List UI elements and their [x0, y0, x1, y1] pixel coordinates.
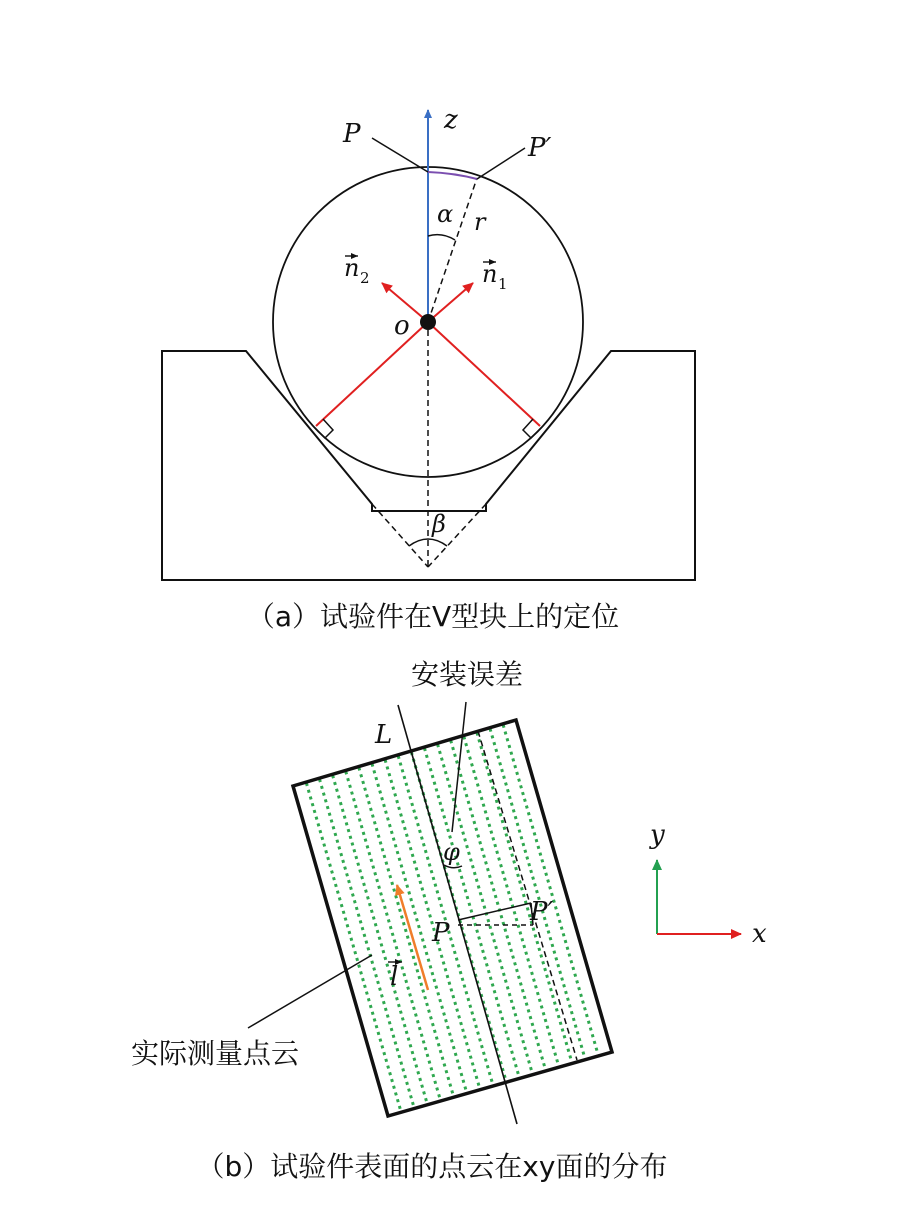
- pprime-leader: [477, 148, 525, 179]
- specimen-rectangle: [293, 720, 612, 1116]
- v-extension-left: [372, 504, 428, 567]
- p-leader: [372, 138, 428, 172]
- point-cloud-scanline: [314, 759, 420, 1127]
- right-angle-right: [523, 419, 542, 438]
- right-angle-left: [314, 419, 333, 438]
- point-cloud-scanline: [471, 712, 577, 1080]
- install-error-leader: [452, 702, 466, 832]
- caption-a: （a）试验件在V型块上的定位: [246, 600, 620, 633]
- label-z: z: [444, 105, 458, 135]
- point-cloud-scanline: [432, 724, 538, 1092]
- label-n2: [344, 254, 370, 287]
- alpha-arc: [428, 235, 455, 240]
- point-cloud-scanline: [419, 728, 525, 1096]
- normal-line-right: [428, 322, 540, 426]
- normal-line-left: [316, 322, 428, 426]
- label-r: r: [474, 208, 486, 236]
- label-point-cloud: 实际测量点云: [130, 1037, 300, 1070]
- label-pprime-a: P′: [528, 133, 552, 163]
- label-n1-sub: 1: [498, 275, 508, 293]
- panel-a: [162, 105, 695, 633]
- label-p-a: P: [343, 119, 361, 149]
- panel-b: [131, 658, 767, 1183]
- label-phi: φ: [443, 838, 460, 866]
- point-cloud-scanline: [340, 751, 446, 1119]
- label-o: o: [394, 311, 410, 341]
- label-install-error: 安装误差: [410, 658, 524, 691]
- point-cloud-scanline: [484, 709, 590, 1077]
- label-beta: β: [432, 510, 446, 538]
- origin-point: [420, 314, 436, 330]
- label-y: y: [650, 820, 665, 850]
- point-cloud-scanline: [301, 763, 407, 1131]
- label-n2-sub: 2: [360, 269, 370, 287]
- label-pprime-b: P′: [530, 897, 554, 927]
- label-vector-l: [388, 962, 402, 992]
- label-alpha: α: [437, 200, 454, 228]
- label-n1-base: n: [482, 260, 498, 288]
- point-cloud-scanline: [497, 705, 603, 1073]
- label-l-line: L: [375, 720, 393, 750]
- label-x: x: [752, 919, 767, 949]
- point-cloud-scanline: [327, 755, 433, 1123]
- label-n1: [482, 260, 508, 293]
- label-p-b: P: [432, 918, 450, 948]
- label-l-vector: l: [390, 962, 399, 992]
- label-n2-base: n: [344, 254, 360, 282]
- caption-b: （b）试验件表面的点云在xy面的分布: [196, 1150, 668, 1183]
